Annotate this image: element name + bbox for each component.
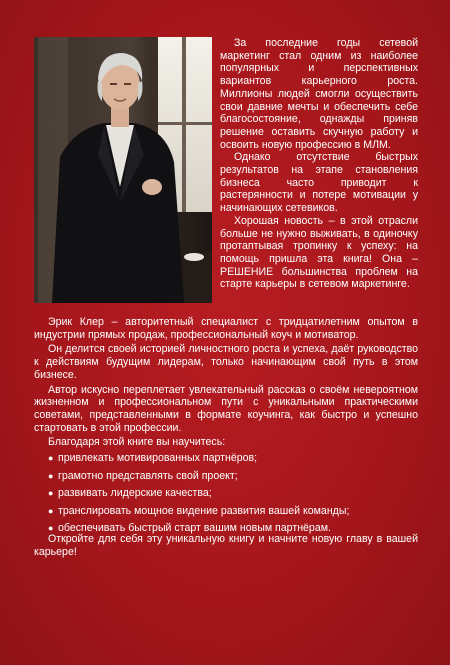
list-item-text: транслировать мощное видение развития вашей команды; — [58, 504, 350, 517]
author-photo — [34, 37, 212, 303]
list-item-text: развивать лидерские качества; — [58, 487, 212, 499]
list-item — [48, 452, 418, 465]
list-item — [48, 487, 418, 500]
intro-paragraph-2: Однако отсутствие быстрых результатов на этапе становления бизнеса часто приводит к растерянности и потере мотивации у начинающих сетевиков. — [220, 151, 418, 215]
bullet-icon: ● — [48, 523, 54, 533]
intro-paragraph-3: Хорошая новость – в этой отрасли больше не нужно выживать, в одиночку протаптывая тропинку к успеху: на помощь пришла эта книга! Она – РЕШЕНИЕ большинства проблем на старте карьеры в сетевом маркетинге. — [220, 214, 418, 291]
list-item-text: привлекать мотивированных партнёров; — [58, 452, 258, 464]
intro-paragraph-1: За последние годы сетевой маркетинг стал одним из наиболее популярных и перспективных вариантов карьерного роста. Миллионы людей смогли осуществить свои давние мечты и обеспечить себе благосостояние, однажды приняв решение оставить скучную работу и освоить новую профессию в МЛМ. — [220, 37, 418, 151]
list-item-text: обеспечивать быстрый старт вашим новым партнёрам. — [58, 522, 331, 534]
author-section — [34, 316, 418, 436]
bullet-icon: ● — [48, 453, 54, 463]
author-paragraph-1: Эрик Клер – авторитетный специалист с тридцатилетним опытом в индустрии прямых продаж, профессиональный коуч и мотиватор. — [34, 316, 418, 341]
bullet-icon: ● — [48, 505, 54, 516]
intro-column — [220, 37, 418, 291]
author-paragraph-3: Автор искусно переплетает увлекательный рассказ о своём невероятном жизненном и профессиональном пути с уникальными практическими советами, представленными в формате коучинга, как быстро и успешно стартовать в этой профессии. — [34, 383, 418, 434]
closing-section — [34, 533, 418, 558]
list-item — [48, 470, 418, 483]
learn-section — [34, 436, 418, 540]
author-paragraph-2: Он делится своей историей личностного роста и успеха, даёт руководство к действиям будущим лидерам, только начинающим свой путь в этом бизнесе. — [34, 343, 418, 381]
closing-paragraph: Откройте для себя эту уникальную книгу и начните новую главу в вашей карьере! — [34, 533, 418, 558]
learn-list — [34, 452, 418, 535]
list-item-text: грамотно представлять свой проект; — [58, 469, 238, 482]
list-item — [48, 505, 418, 518]
author-photo-illustration — [34, 37, 212, 303]
bullet-icon: ● — [48, 470, 54, 481]
learn-intro: Благодаря этой книге вы научитесь: — [48, 436, 226, 448]
bullet-icon: ● — [48, 488, 54, 498]
